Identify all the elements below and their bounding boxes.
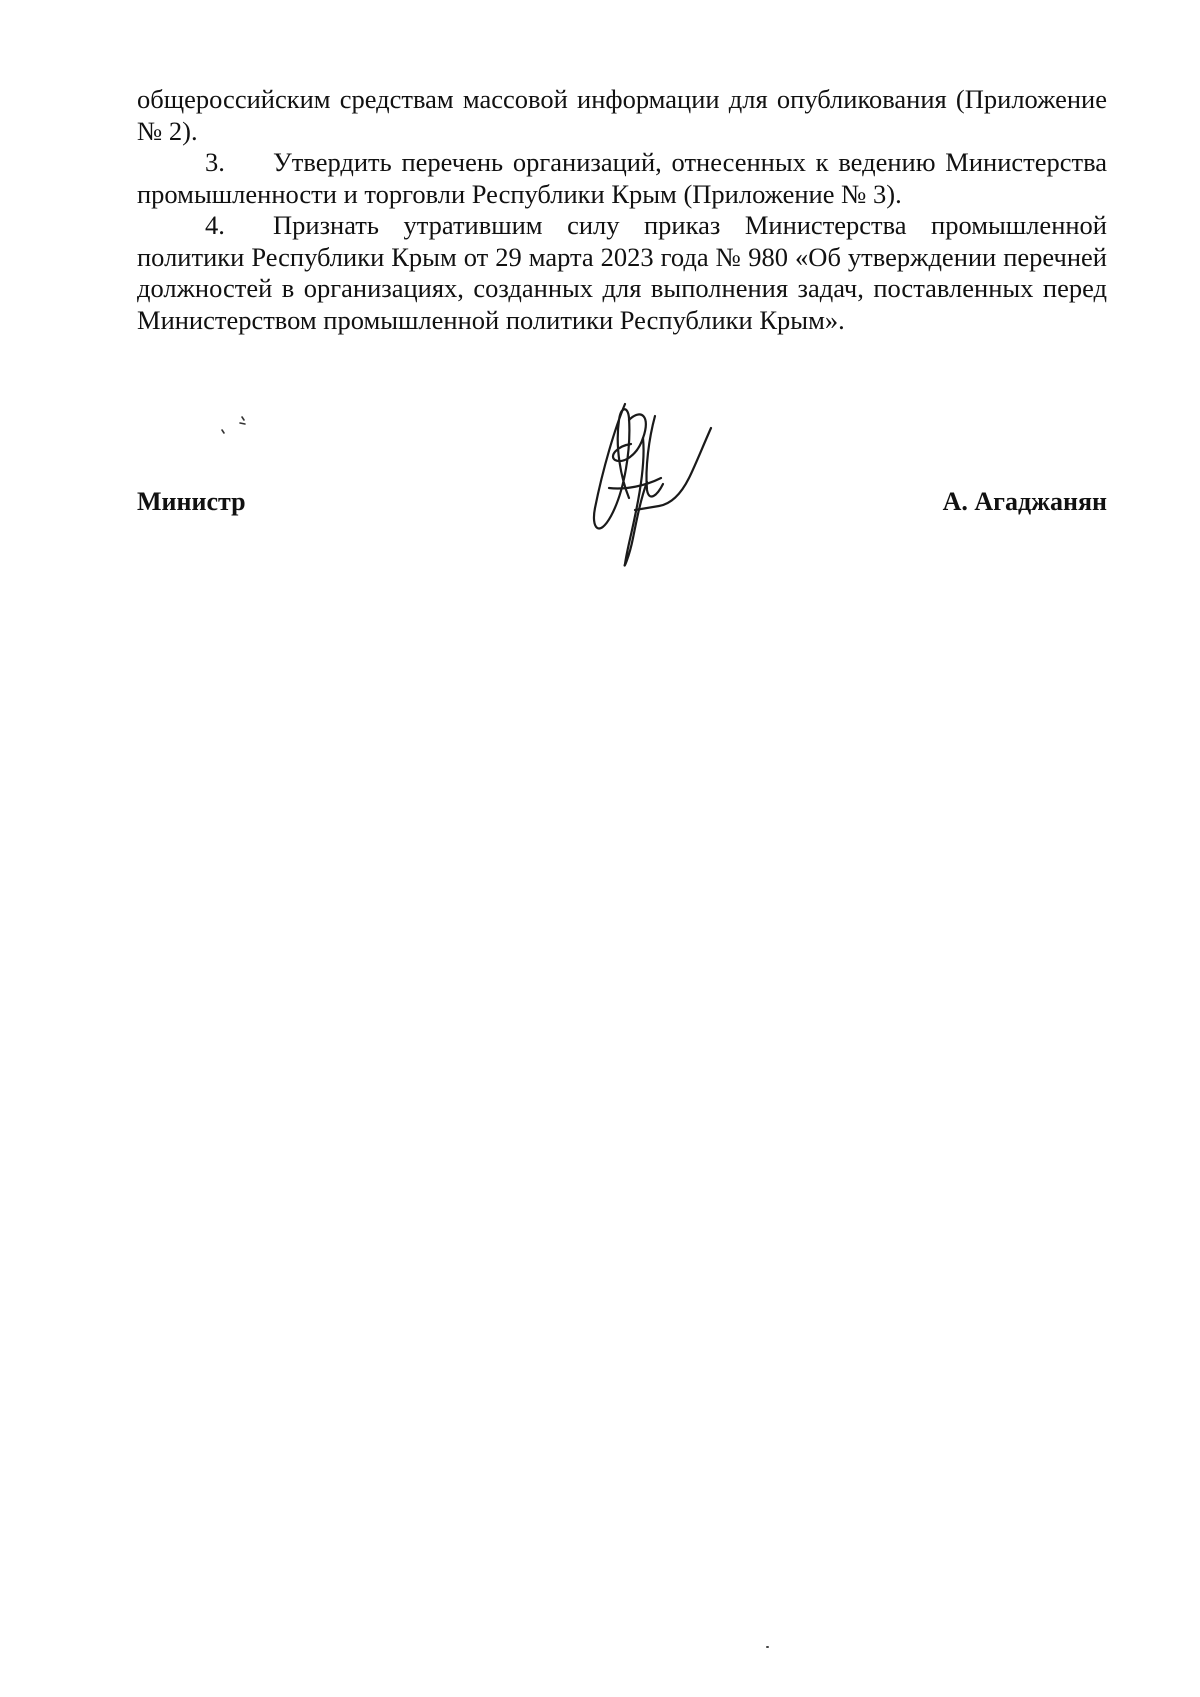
paragraph-text: Утвердить перечень организаций, отнесенных к ведению Министерства промышленности и торговли Республики Крым (Приложение № 3). — [137, 147, 1107, 209]
handwritten-signature — [585, 398, 715, 568]
paragraph-item-3 — [137, 147, 1107, 210]
paragraph-text: общероссийским средствам массовой информации для опубликования (Приложение № 2). — [137, 84, 1107, 146]
paragraph-text: Признать утратившим силу приказ Министерства промышленной политики Республики Крым от 29 марта 2023 года № 980 «Об утверждении перечней должностей в организациях, созданных для выполнения задач, поставленных перед Министерством промышленной политики Республики Крым». — [137, 210, 1107, 335]
signatory-name: А. Агаджанян — [942, 487, 1107, 516]
paragraph-number: 4. — [205, 210, 225, 240]
paragraph-number: 3. — [205, 147, 225, 177]
signatory-title: Министр — [137, 487, 246, 516]
document-body — [137, 84, 1107, 336]
scan-speck — [766, 1646, 769, 1648]
scan-specks — [220, 414, 250, 444]
paragraph-item-4 — [137, 210, 1107, 336]
paragraph-continuation — [137, 84, 1107, 147]
signature-block — [137, 487, 1107, 527]
